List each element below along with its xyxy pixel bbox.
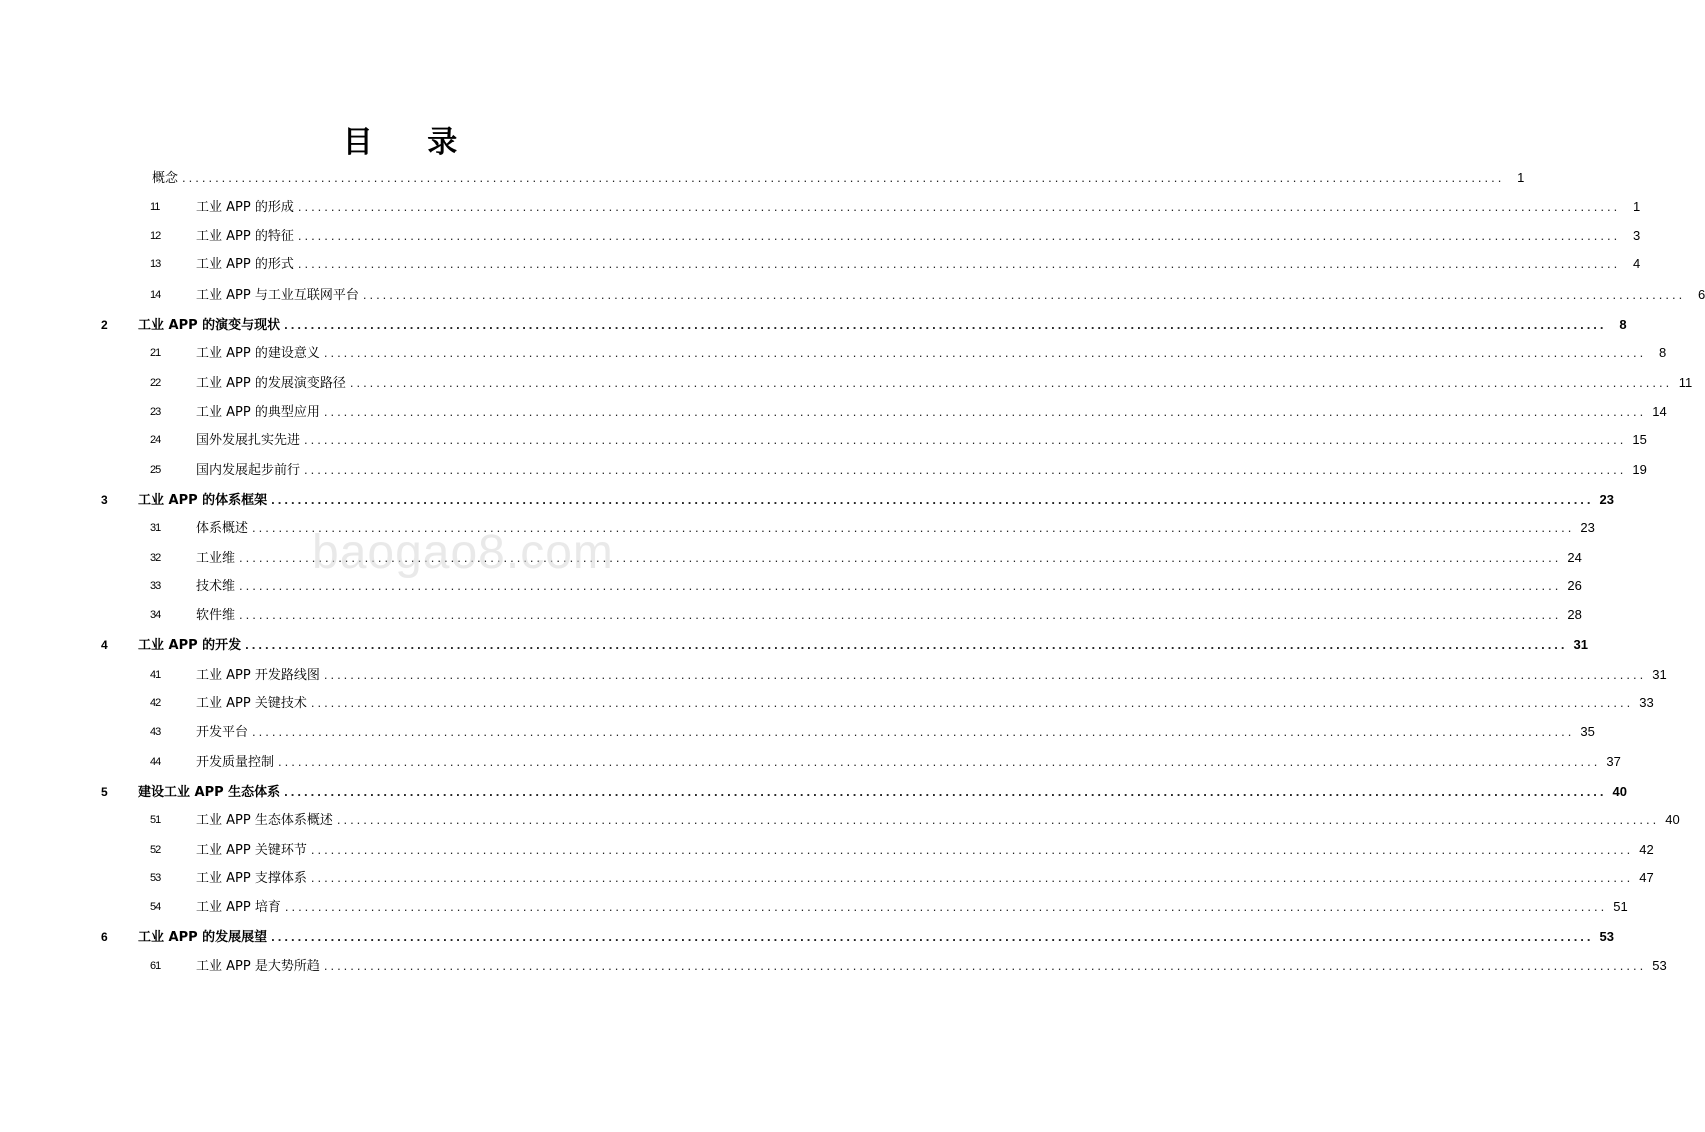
toc-entry-label: 概念 xyxy=(152,171,179,186)
toc-entry-line xyxy=(196,604,1582,627)
toc-entry[interactable] xyxy=(0,604,1582,626)
toc-entry[interactable] xyxy=(0,692,1654,714)
toc-entry-page: 40 xyxy=(1665,812,1680,827)
toc-entry-label: 工业 APP 的形式 xyxy=(196,257,294,272)
toc-entry-label: 工业 APP 的典型应用 xyxy=(196,405,320,420)
toc-entry[interactable] xyxy=(0,721,1595,743)
toc-entry-label: 工业 APP 的开发 xyxy=(138,638,242,653)
toc-entry-line xyxy=(196,517,1595,540)
toc-entry-number: 4 xyxy=(101,638,108,652)
toc-entry-line xyxy=(196,809,1680,832)
toc-entry[interactable] xyxy=(0,253,1641,275)
dot-leader: ........................................................................................................................................................................................................ xyxy=(304,432,1627,447)
toc-entry[interactable] xyxy=(0,401,1667,423)
toc-entry[interactable] xyxy=(0,896,1628,918)
toc-entry[interactable] xyxy=(0,664,1667,686)
toc-entry-page: 42 xyxy=(1639,842,1654,857)
toc-entry[interactable] xyxy=(0,867,1654,889)
toc-entry-label: 软件维 xyxy=(196,608,236,623)
toc-entry-number: 42 xyxy=(150,697,161,709)
toc-entry-label: 工业 APP 的建设意义 xyxy=(196,346,320,361)
dot-leader: ........................................................................................................................................................................................................ xyxy=(245,637,1568,652)
dot-leader: ........................................................................................................................................................................................................ xyxy=(304,462,1627,477)
toc-entry[interactable] xyxy=(0,517,1595,539)
toc-entry-page: 23 xyxy=(1599,492,1615,507)
toc-entry-page: 28 xyxy=(1567,607,1582,622)
toc-entry-label: 工业 APP 培育 xyxy=(196,900,281,915)
toc-entry-line xyxy=(196,896,1628,919)
toc-entry-page: 11 xyxy=(1678,375,1693,390)
toc-entry-page: 23 xyxy=(1580,520,1595,535)
toc-entry-number: 31 xyxy=(150,522,161,534)
dot-leader: ........................................................................................................................................................................................................ xyxy=(297,256,1621,271)
toc-entry-line xyxy=(196,253,1641,276)
toc-entry[interactable] xyxy=(0,575,1582,597)
dot-leader: ........................................................................................................................................................................................................ xyxy=(323,345,1647,360)
dot-leader: ........................................................................................................................................................................................................ xyxy=(284,784,1607,799)
dot-leader: ........................................................................................................................................................................................................ xyxy=(284,317,1607,332)
toc-entry-line xyxy=(196,429,1647,452)
toc-entry[interactable] xyxy=(0,547,1582,569)
toc-entry-number: 24 xyxy=(150,434,161,446)
toc-entry-number: 11 xyxy=(150,201,160,213)
dot-leader: ........................................................................................................................................................................................................ xyxy=(252,724,1575,739)
toc-entry-page: 8 xyxy=(1619,317,1627,332)
dot-leader: ........................................................................................................................................................................................................ xyxy=(252,520,1575,535)
toc-entry[interactable] xyxy=(0,429,1647,451)
toc-entry[interactable] xyxy=(0,225,1641,247)
toc-entry-line xyxy=(196,575,1582,598)
toc-entry-line xyxy=(196,372,1693,395)
toc-entry-page: 14 xyxy=(1652,404,1667,419)
toc-entry[interactable] xyxy=(0,634,1589,656)
toc-entry-label: 工业 APP 的形成 xyxy=(196,200,294,215)
toc-entry-line xyxy=(196,867,1654,890)
toc-entry-page: 53 xyxy=(1652,958,1667,973)
toc-entry-label: 建设工业 APP 生态体系 xyxy=(138,785,281,800)
toc-entry-page: 24 xyxy=(1567,550,1582,565)
toc-entry-number: 6 xyxy=(101,930,108,944)
toc-entry-label: 工业 APP 的发展展望 xyxy=(138,930,268,945)
page-title: 目 录 xyxy=(342,125,480,160)
toc-entry-page: 3 xyxy=(1632,228,1641,243)
toc-entry[interactable] xyxy=(0,372,1693,394)
toc-entry-number: 34 xyxy=(150,609,161,621)
dot-leader: ........................................................................................................................................................................................................ xyxy=(239,578,1562,593)
toc-entry-number: 32 xyxy=(150,552,161,564)
toc-entry-label: 国内发展起步前行 xyxy=(196,463,301,478)
toc-entry[interactable] xyxy=(0,926,1615,948)
toc-entry-line xyxy=(138,926,1615,949)
toc-entry-page: 37 xyxy=(1606,754,1621,769)
toc-entry-page: 6 xyxy=(1697,287,1705,302)
dot-leader: ........................................................................................................................................................................................................ xyxy=(323,958,1647,973)
toc-entry-label: 体系概述 xyxy=(196,521,249,536)
toc-entry[interactable] xyxy=(0,955,1667,977)
toc-entry-number: 61 xyxy=(150,960,161,972)
toc-entry-page: 47 xyxy=(1639,870,1654,885)
toc-entry-page: 40 xyxy=(1612,784,1628,799)
toc-entry-line xyxy=(138,634,1589,657)
toc-entry-line xyxy=(196,196,1641,219)
toc-entry-line xyxy=(196,284,1705,307)
toc-entry-page: 31 xyxy=(1652,667,1667,682)
toc-entry-label: 工业 APP 生态体系概述 xyxy=(196,813,333,828)
toc-entry-label: 国外发展扎实先进 xyxy=(196,433,301,448)
toc-entry-line xyxy=(196,721,1595,744)
toc-entry-label: 工业 APP 关键技术 xyxy=(196,696,307,711)
toc-entry-number: 2 xyxy=(101,318,108,332)
toc-entry-label: 工业 APP 开发路线图 xyxy=(196,668,320,683)
toc-entry-number: 53 xyxy=(150,872,161,884)
dot-leader: ........................................................................................................................................................................................................ xyxy=(336,812,1660,827)
toc-entry[interactable] xyxy=(0,459,1647,481)
toc-entry-label: 工业 APP 与工业互联网平台 xyxy=(196,288,359,303)
toc-entry-line xyxy=(196,459,1647,482)
dot-leader: ........................................................................................................................................................................................................ xyxy=(271,929,1594,944)
toc-entry[interactable] xyxy=(0,284,1705,306)
dot-leader: ........................................................................................................................................................................................................ xyxy=(278,754,1601,769)
toc-entry-label: 开发质量控制 xyxy=(196,755,275,770)
toc-entry-number: 44 xyxy=(150,756,161,768)
toc-entry-page: 8 xyxy=(1658,345,1667,360)
toc-entry-line xyxy=(196,225,1641,248)
toc-entry-label: 工业 APP 的特征 xyxy=(196,229,294,244)
toc-entry-page: 4 xyxy=(1632,256,1641,271)
toc-entry-line xyxy=(196,342,1667,365)
toc-entry-number: 13 xyxy=(150,258,161,270)
dot-leader: ........................................................................................................................................................................................................ xyxy=(323,667,1647,682)
dot-leader: ........................................................................................................................................................................................................ xyxy=(310,842,1634,857)
toc-entry-label: 工业维 xyxy=(196,551,236,566)
toc-entry-line xyxy=(138,489,1615,512)
toc-entry-line xyxy=(196,839,1654,862)
toc-entry-number: 12 xyxy=(150,230,161,242)
toc-entry-number: 25 xyxy=(150,464,161,476)
toc-entry-line xyxy=(138,314,1627,337)
toc-entry-page: 35 xyxy=(1580,724,1595,739)
toc-entry-page: 15 xyxy=(1632,432,1647,447)
toc-entry-line xyxy=(152,167,1525,190)
toc-entry[interactable] xyxy=(0,196,1641,218)
toc-entry[interactable] xyxy=(0,781,1628,803)
toc-entry-number: 21 xyxy=(150,347,161,359)
toc-entry-line xyxy=(196,401,1667,424)
toc-entry-label: 工业 APP 的发展演变路径 xyxy=(196,376,346,391)
toc-entry-number: 54 xyxy=(150,901,161,913)
toc-entry-label: 工业 APP 关键环节 xyxy=(196,843,307,858)
toc-entry[interactable] xyxy=(0,489,1615,511)
toc-entry-line xyxy=(196,751,1621,774)
dot-leader: ........................................................................................................................................................................................................ xyxy=(362,287,1686,302)
toc-entry-number: 52 xyxy=(150,844,161,856)
toc-entry-page: 33 xyxy=(1639,695,1654,710)
dot-leader: ........................................................................................................................................................................................................ xyxy=(297,199,1621,214)
dot-leader: ........................................................................................................................................................................................................ xyxy=(310,695,1634,710)
toc-entry-page: 51 xyxy=(1613,899,1628,914)
toc-entry[interactable] xyxy=(0,342,1667,364)
toc-entry-page: 1 xyxy=(1517,170,1525,185)
toc-entry-page: 19 xyxy=(1632,462,1647,477)
dot-leader: ........................................................................................................................................................................................................ xyxy=(297,228,1621,243)
toc-entry[interactable] xyxy=(0,751,1621,773)
toc-entry-line xyxy=(196,547,1582,570)
toc-entry-line xyxy=(196,664,1667,687)
toc-entry[interactable] xyxy=(0,167,1525,189)
dot-leader: ........................................................................................................................................................................................................ xyxy=(323,404,1647,419)
toc-entry-line xyxy=(196,692,1654,715)
dot-leader: ........................................................................................................................................................................................................ xyxy=(310,870,1634,885)
toc-entry-page: 53 xyxy=(1599,929,1615,944)
watermark: baogao8.com xyxy=(312,526,614,579)
toc-entry-label: 工业 APP 的体系框架 xyxy=(138,493,268,508)
toc-entry-page: 1 xyxy=(1632,199,1641,214)
toc-entry-page: 31 xyxy=(1573,637,1589,652)
toc-entry-number: 33 xyxy=(150,580,161,592)
toc-entry-number: 22 xyxy=(150,377,161,389)
toc-entry-number: 41 xyxy=(150,669,161,681)
toc-entry-label: 工业 APP 支撑体系 xyxy=(196,871,307,886)
toc-entry-line xyxy=(196,955,1667,978)
toc-entry-number: 23 xyxy=(150,406,161,418)
toc-entry[interactable] xyxy=(0,839,1654,861)
toc-entry-label: 开发平台 xyxy=(196,725,249,740)
dot-leader: ........................................................................................................................................................................................................ xyxy=(349,375,1673,390)
dot-leader: ........................................................................................................................................................................................................ xyxy=(284,899,1608,914)
dot-leader: ........................................................................................................................................................................................................ xyxy=(239,550,1562,565)
toc-entry-label: 工业 APP 的演变与现状 xyxy=(138,318,281,333)
toc-entry-number: 43 xyxy=(150,726,161,738)
dot-leader: ........................................................................................................................................................................................................ xyxy=(271,492,1594,507)
toc-entry-number: 3 xyxy=(101,493,108,507)
toc-entry-line xyxy=(138,781,1628,804)
toc-entry-number: 51 xyxy=(150,814,161,826)
toc-entry[interactable] xyxy=(0,314,1627,336)
dot-leader: ........................................................................................................................................................................................................ xyxy=(239,607,1562,622)
toc-entry[interactable] xyxy=(0,809,1680,831)
toc-entry-number: 14 xyxy=(150,289,161,301)
dot-leader: ........................................................................................................................................................................................................ xyxy=(182,170,1505,185)
toc-entry-page: 26 xyxy=(1567,578,1582,593)
toc-entry-number: 5 xyxy=(101,785,108,799)
toc-entry-label: 工业 APP 是大势所趋 xyxy=(196,959,320,974)
toc-entry-label: 技术维 xyxy=(196,579,236,594)
